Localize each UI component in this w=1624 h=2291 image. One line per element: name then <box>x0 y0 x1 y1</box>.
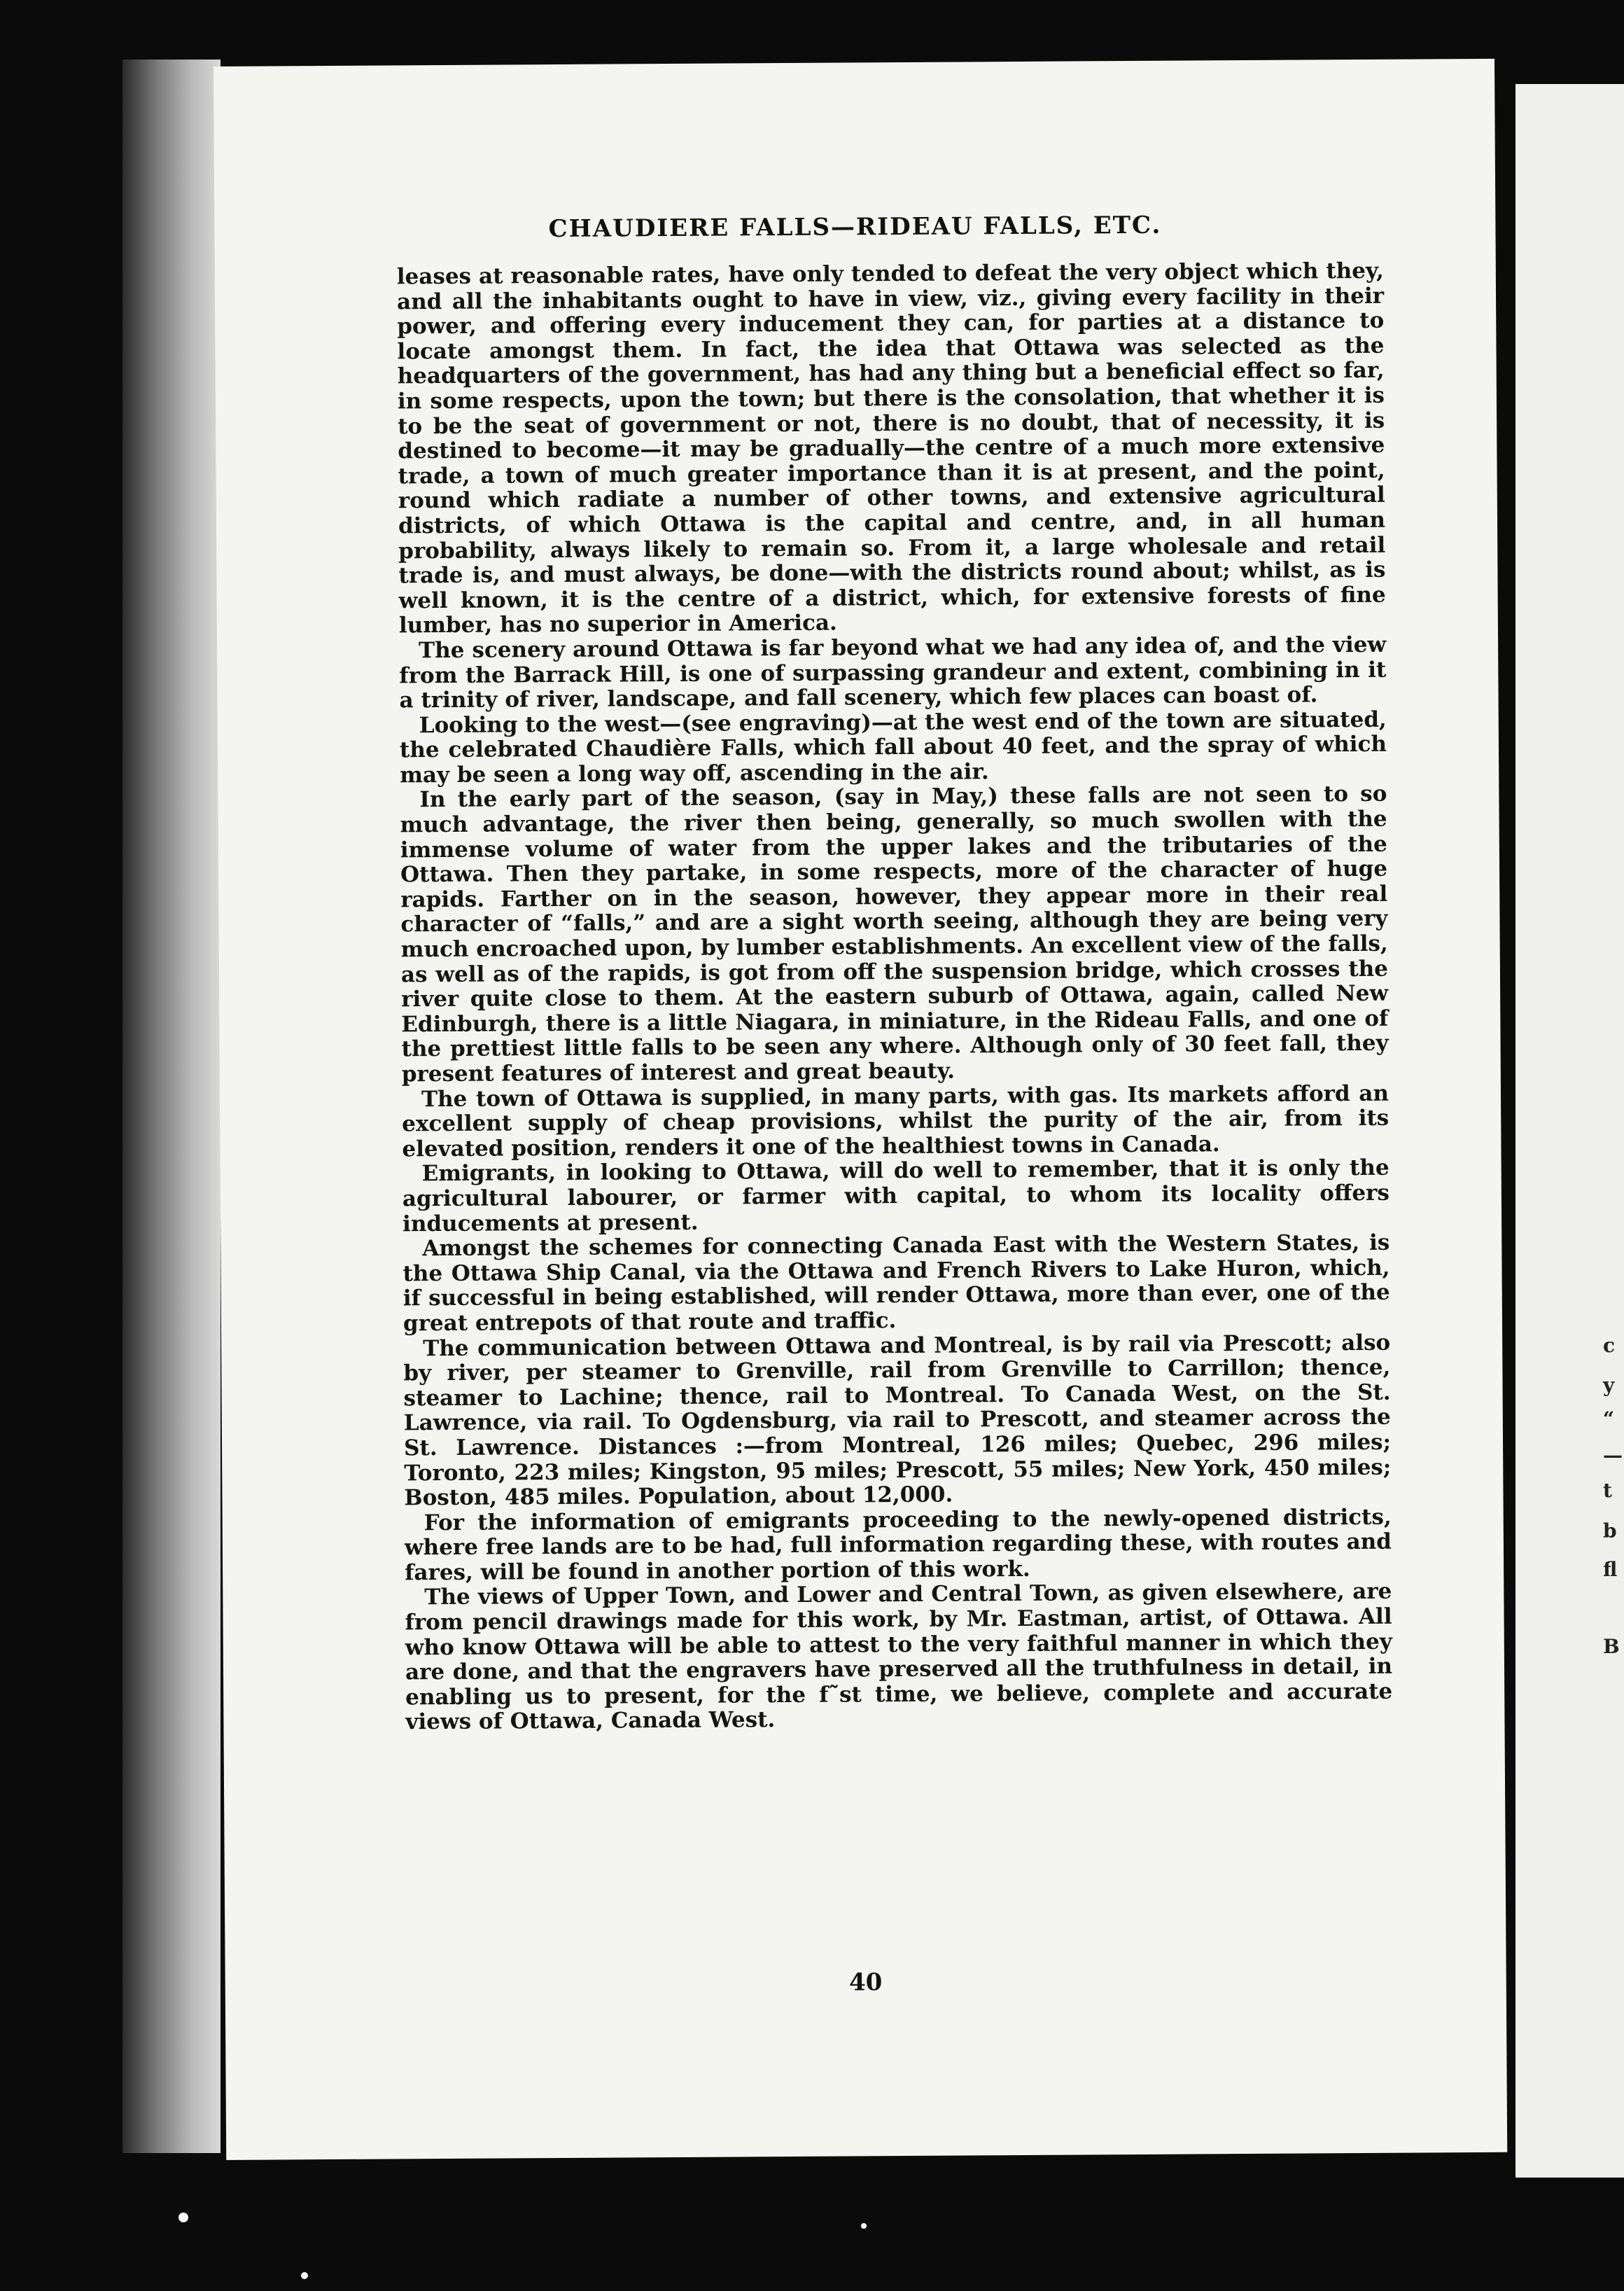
paragraph: For the information of emigrants proceeding to the newly-opened districts, where free lands are to be had, full information regarding these, with routes and fares, will be found in another portion of this work. <box>404 1504 1392 1586</box>
facing-page-fragment: y <box>1603 1374 1615 1397</box>
paragraph: Looking to the west—(see engraving)—at the west end of the town are situated, the celebrated Chaudière Falls, which fall about 40 feet, and the spray of which may be seen a long way off, ascending in the air. <box>399 706 1387 788</box>
running-head: CHAUDIERE FALLS—RIDEAU FALLS, ETC. <box>548 211 1162 244</box>
paragraph: The town of Ottawa is supplied, in many parts, with gas. Its markets afford an excellent supply of cheap provisions, whilst the purity of the air, from its elevated position, renders it one of the healthiest towns in Canada. <box>402 1080 1390 1162</box>
scan-speck <box>301 2272 308 2279</box>
paragraph: The scenery around Ottawa is far beyond what we had any idea of, and the view from the Barrack Hill, is one of surpassing grandeur and extent, combining in it a trinity of river, landscape, and fall scenery, which few places can boast of. <box>399 632 1387 713</box>
paragraph: Emigrants, in looking to Ottawa, will do well to remember, that it is only the agricultural labourer, or farmer with capital, to whom its locality offers inducements at present. <box>402 1155 1390 1237</box>
paragraph: leases at reasonable rates, have only tended to defeat the very object which they, and all the inhabitants ought to have in view, viz., giving every facility in their power, and offering every inducement they can, for parties at a distance to locate amongst them. In fact, the idea that Ottawa was selected as the headquarters of the government, has had any thing but a beneficial effect so far, in some respects, upon the town; but there is the consolation, that whether it is to be the seat of government or not, there is no doubt, that of necessity, it is destined to become—it may be gradually—the centre of a much more extensive trade, a town of much greater importance than it is at present, and the point, round which radiate a number of other towns, and extensive agricultural districts, of which Ottawa is the capital and centre, and, in all human probability, always likely to remain so. From it, a large wholesale and retail trade is, and must always, be done—with the districts round about; whilst, as is well known, it is the centre of a district, which, for extensive forests of fine lumber, has no superior in America. <box>396 258 1386 639</box>
facing-page-fragment: — <box>1603 1444 1623 1467</box>
book-page <box>214 59 1507 2160</box>
paragraph: In the early part of the season, (say in May,) these falls are not seen to so much advantage, the river then being, generally, so much swollen with the immense volume of water from the upper lakes and the tributaries of the Ottawa. Then they partake, in some respects, more of the character of huge rapids. Farther on in the season, however, they appear more in their real character of “falls,” and are a sight worth seeing, although they are being very much encroached upon, by lumber establishments. An excellent view of the falls, as well as of the rapids, is got from off the suspension bridge, which crosses the river quite close to them. At the eastern suburb of Ottawa, again, called New Edinburgh, there is a little Niagara, in miniature, in the Rideau Falls, and one of the prettiest little falls to be seen any where. Although only of 30 feet fall, they present features of interest and great beauty. <box>400 781 1389 1087</box>
paragraph: Amongst the schemes for connecting Canada East with the Western States, is the Ottawa Ship Canal, via the Ottawa and French Rivers to Lake Huron, which, if successful in being established, will render Ottawa, more than ever, one of the great entrepots of that route and traffic. <box>402 1230 1390 1337</box>
facing-page-edge <box>1516 84 1624 2178</box>
paragraph: The communication between Ottawa and Montreal, is by rail via Prescott; also by river, per steamer to Grenville, rail from Grenville to Carrillon; thence, steamer to Lachine; thence, rail to Montreal. To Canada West, on the St. Lawrence, via rail. To Ogdensburg, via rail to Prescott, and steamer across the St. Lawrence. Distances :—from Montreal, 126 miles; Quebec, 296 miles; Toronto, 223 miles; Kingston, 95 miles; Prescott, 55 miles; New York, 450 miles; Boston, 485 miles. Population, about 12,000. <box>403 1330 1392 1511</box>
facing-page-fragment: fl <box>1603 1558 1618 1581</box>
body-text <box>397 259 1393 1736</box>
facing-page-fragment: t <box>1603 1479 1612 1502</box>
facing-page-fragment: B <box>1603 1635 1620 1658</box>
facing-page-fragment: “ <box>1603 1407 1615 1430</box>
facing-page-fragment: b <box>1603 1519 1617 1543</box>
book-spine <box>122 60 220 2153</box>
scan-speck <box>861 2223 867 2229</box>
scan-speck <box>178 2213 188 2222</box>
facing-page-fragment: c <box>1603 1334 1616 1357</box>
paragraph: The views of Upper Town, and Lower and Central Town, as given elsewhere, are from pencil drawings made for this work, by Mr. Eastman, artist, of Ottawa. All who know Ottawa will be able to attest to the very faithful manner in which they are done, and that the engravers have preserved all the truthfulness in detail, in enabling us to present, for the f˜st time, we believe, complete and accurate views of Ottawa, Canada West. <box>405 1579 1393 1735</box>
page-number: 40 <box>848 1968 883 1997</box>
